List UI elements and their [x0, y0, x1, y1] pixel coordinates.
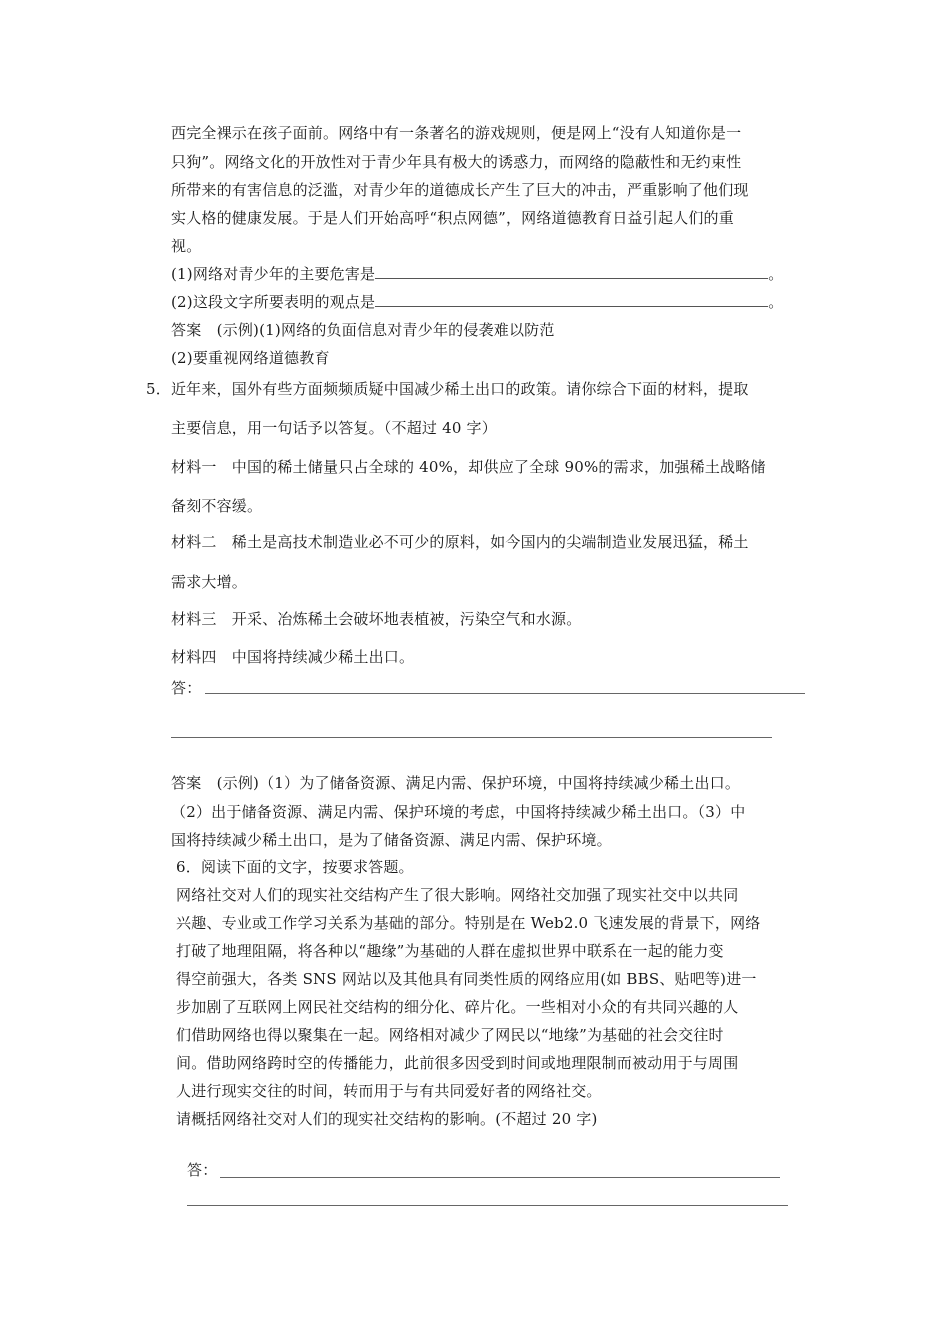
q6-answer-blank-2[interactable]: [187, 1205, 788, 1206]
q4-answer-blank-1[interactable]: [375, 264, 768, 279]
q5-material-2-line-2: 需求大增。: [171, 573, 248, 591]
q6-answer-prompt: 答：: [187, 1161, 218, 1179]
q4-passage-line-2: 只狗”。网络文化的开放性对于青少年具有极大的诱惑力，而网络的隐蔽性和无约束性: [171, 153, 742, 171]
q6-passage-line-6: 们借助网络也得以聚集在一起。网络相对减少了网民以“地缘”为基础的社会交往时: [176, 1026, 724, 1044]
q5-answer-prompt: 答：: [171, 679, 202, 697]
q5-answer-line-2: （2）出于储备资源、满足内需、保护环境的考虑，中国将持续减少稀土出口。（3）中: [171, 803, 746, 821]
q4-passage-line-5: 视。: [171, 237, 202, 255]
q5-material-2-line-1: 材料二 稀土是高技术制造业必不可少的原料，如今国内的尖端制造业发展迅猛，稀土: [171, 533, 749, 551]
q4-answer-line-2: (2)要重视网络道德教育: [171, 349, 330, 367]
q4-answer-line-1: 答案 (示例)(1)网络的负面信息对青少年的侵袭难以防范: [171, 321, 555, 339]
q4-subquestion-2-end: 。: [768, 293, 784, 311]
q6-passage-line-7: 间。借助网络跨时空的传播能力，此前很多因受到时间或地理限制而被动用于与周围: [176, 1054, 739, 1072]
q5-question-line-2: 主要信息，用一句话予以答复。（不超过 40 字）: [171, 419, 497, 437]
q5-answer-line-3: 国将持续减少稀土出口，是为了储备资源、满足内需、保护环境。: [171, 831, 612, 849]
q6-answer-blank-1[interactable]: [220, 1177, 780, 1178]
q6-prompt: 请概括网络社交对人们的现实社交结构的影响。(不超过 20 字): [176, 1110, 598, 1128]
q6-passage-line-3: 打破了地理阻隔，将各种以“趣缘”为基础的人群在虚拟世界中联系在一起的能力变: [176, 942, 724, 960]
q6-passage-line-4: 得空前强大，各类 SNS 网站以及其他具有同类性质的网络应用(如 BBS、贴吧等)进一: [176, 970, 757, 988]
q5-answer-blank-1[interactable]: [205, 693, 805, 694]
q4-passage-line-4: 实人格的健康发展。于是人们开始高呼“积点网德”，网络道德教育日益引起人们的重: [171, 209, 734, 227]
q5-question-line-1: 5．近年来，国外有些方面频频质疑中国减少稀土出口的政策。请你综合下面的材料，提取: [146, 380, 749, 398]
q6-passage-line-5: 步加剧了互联网上网民社交结构的细分化、碎片化。一些相对小众的有共同兴趣的人: [176, 998, 739, 1016]
q4-passage-line-1: 西完全裸示在孩子面前。网络中有一条著名的游戏规则，便是网上“没有人知道你是一: [171, 124, 742, 142]
q6-passage-line-8: 人进行现实交往的时间，转而用于与有共同爱好者的网络社交。: [176, 1082, 602, 1100]
q5-material-3: 材料三 开采、冶炼稀土会破坏地表植被，污染空气和水源。: [171, 610, 582, 628]
q5-answer-line-1: 答案 (示例)（1）为了储备资源、满足内需、保护环境，中国将持续减少稀土出口。: [171, 774, 741, 792]
q6-passage-line-1: 网络社交对人们的现实社交结构产生了很大影响。网络社交加强了现实社交中以共同: [176, 886, 739, 904]
q4-subquestion-1-prompt: (1)网络对青少年的主要危害是: [171, 265, 376, 283]
q5-answer-blank-2[interactable]: [171, 737, 772, 738]
q4-answer-blank-2[interactable]: [375, 292, 768, 307]
q5-material-4: 材料四 中国将持续减少稀土出口。: [171, 648, 415, 666]
q6-passage-line-2: 兴趣、专业或工作学习关系为基础的部分。特别是在 Web2.0 飞速发展的背景下，网络: [176, 914, 761, 932]
q4-subquestion-2: [171, 292, 783, 312]
q4-subquestion-1: [171, 264, 783, 284]
q4-subquestion-1-end: 。: [768, 265, 784, 283]
q4-passage-line-3: 所带来的有害信息的泛滥，对青少年的道德成长产生了巨大的冲击，严重影响了他们现: [171, 181, 749, 199]
q4-subquestion-2-prompt: (2)这段文字所要表明的观点是: [171, 293, 376, 311]
q5-material-1-line-2: 备刻不容缓。: [171, 497, 263, 515]
q6-question: 6．阅读下面的文字，按要求答题。: [176, 858, 414, 876]
q5-material-1-line-1: 材料一 中国的稀土储量只占全球的 40%，却供应了全球 90%的需求，加强稀土战略储: [171, 458, 766, 476]
